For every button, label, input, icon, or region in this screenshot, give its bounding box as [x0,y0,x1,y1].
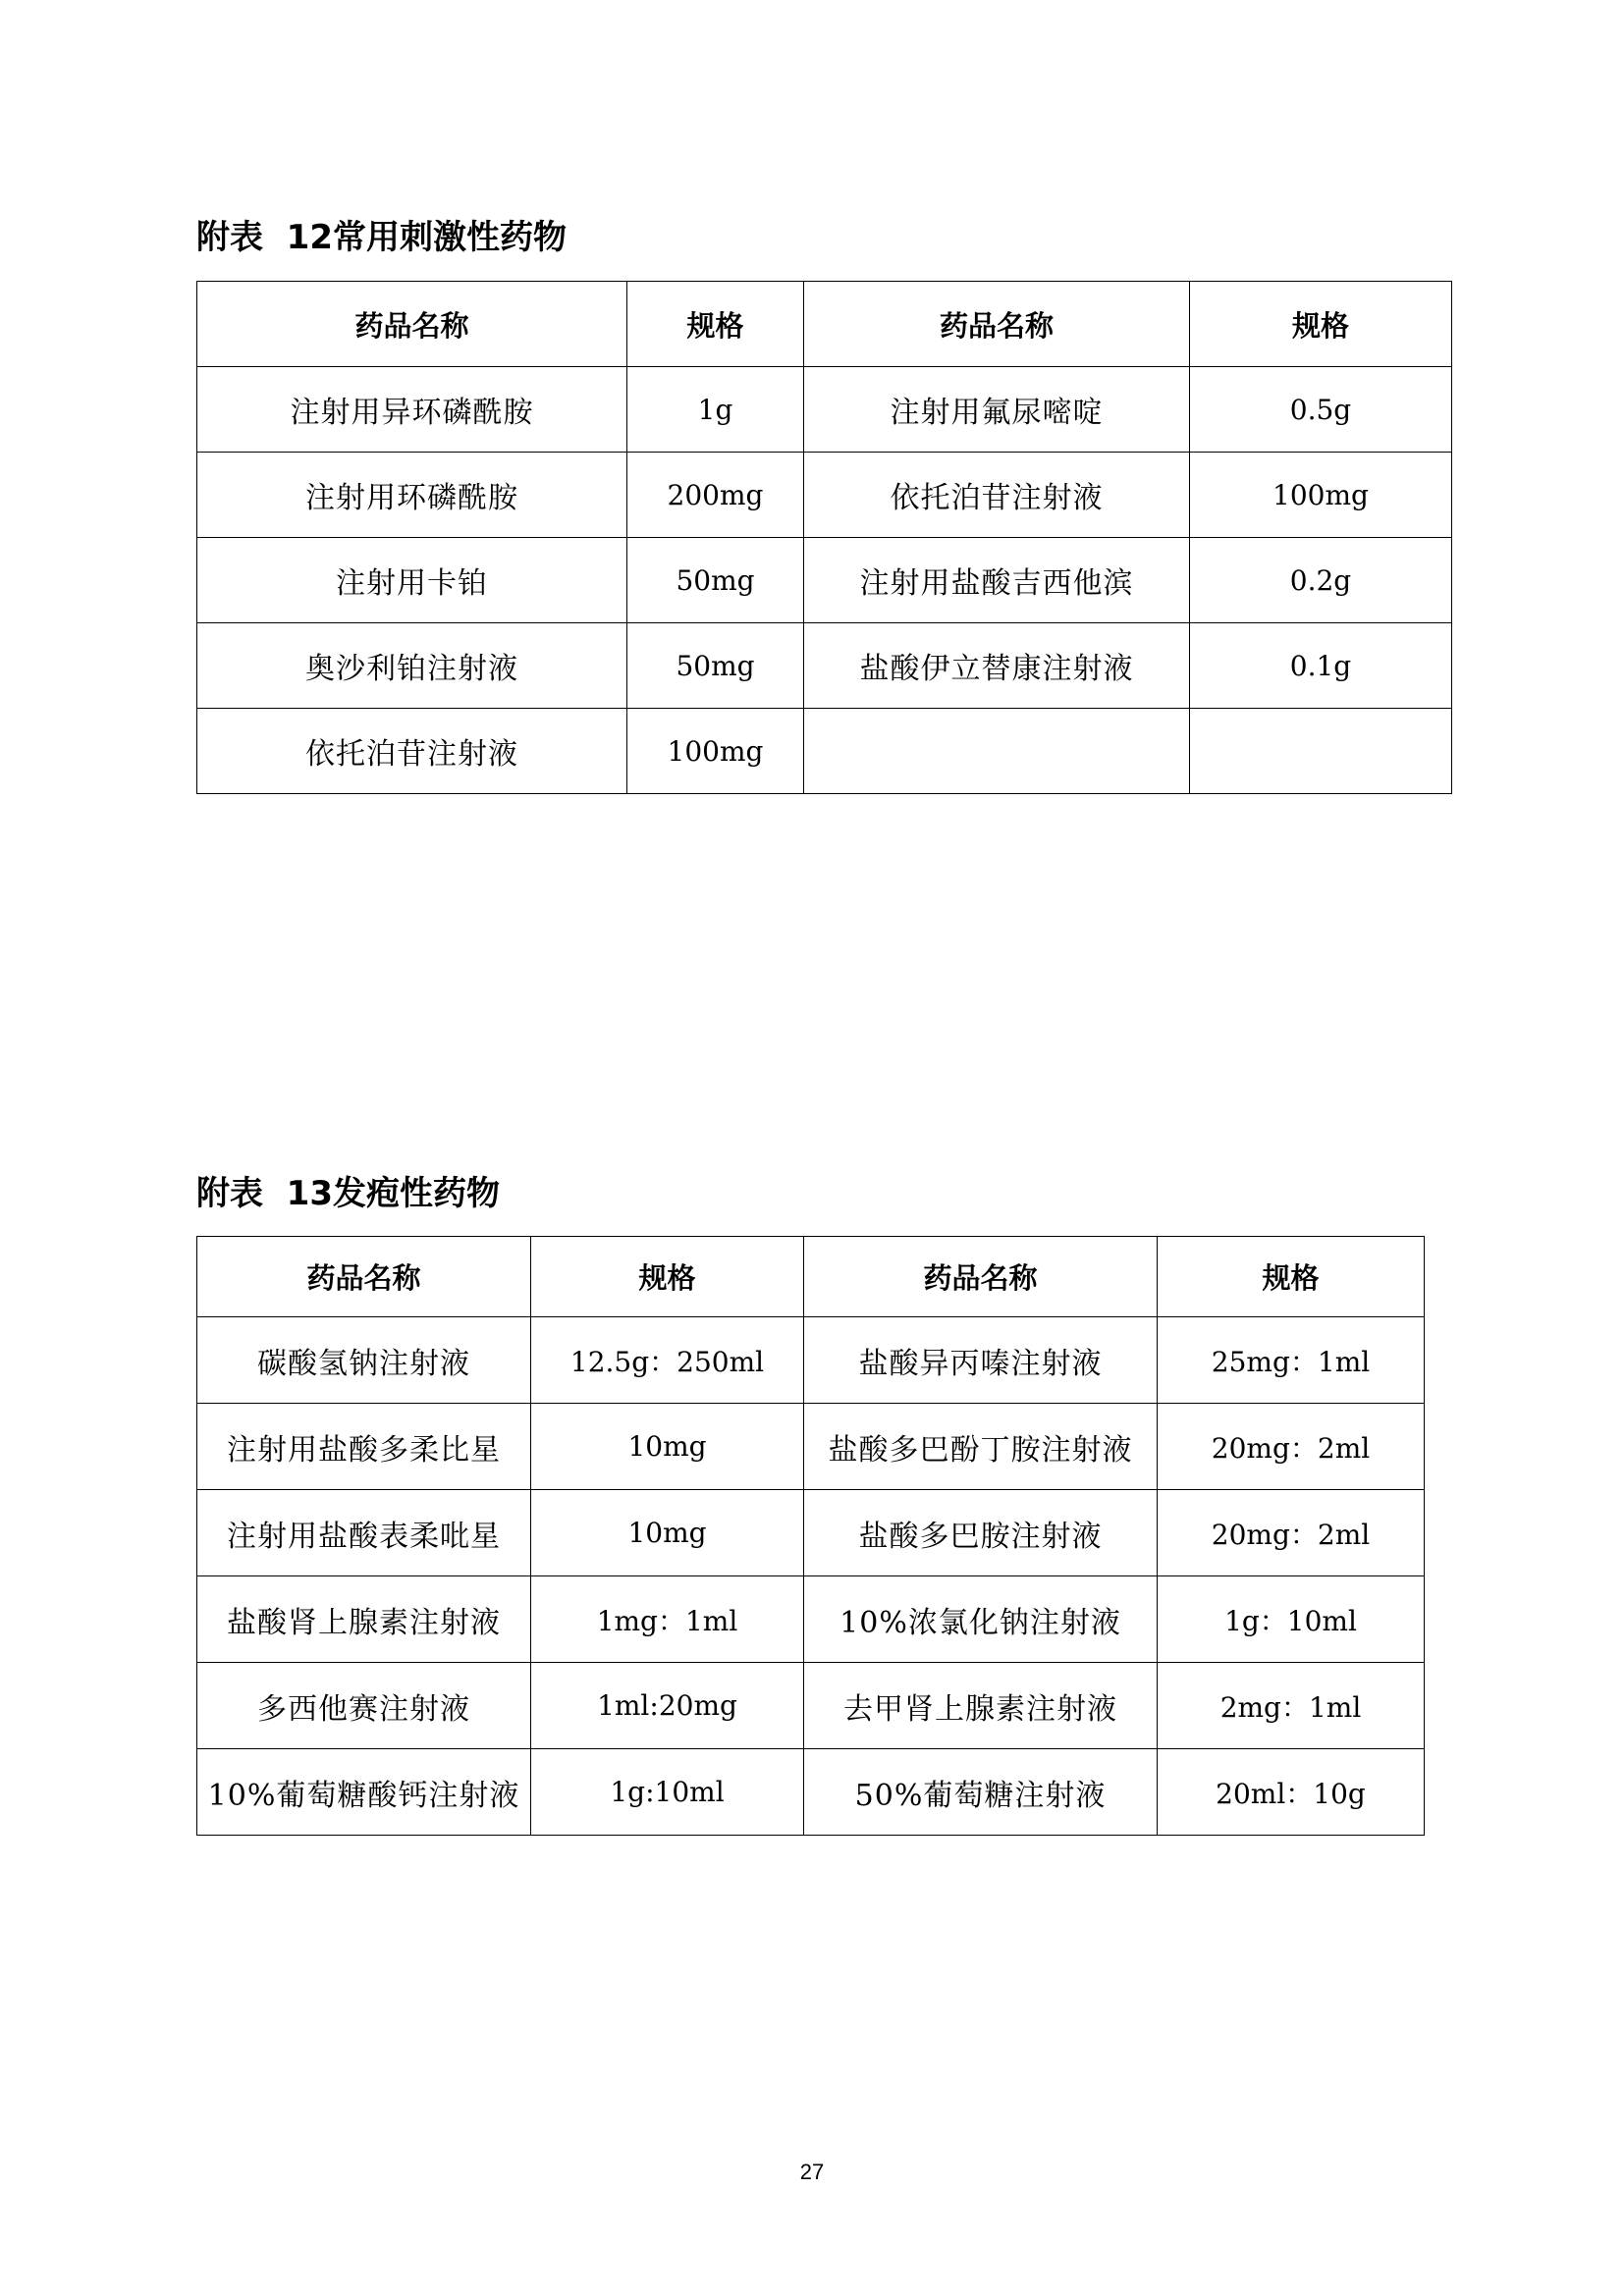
spec-cell: 1g：10ml [1158,1576,1425,1663]
column-header-spec: 规格 [531,1237,804,1317]
drug-name-cell: 注射用卡铂 [197,538,627,623]
column-header-drug-name: 药品名称 [804,282,1190,367]
column-header-spec: 规格 [1158,1237,1425,1317]
table-row [197,367,1452,453]
table-row [197,1404,1425,1490]
drug-name-cell: 盐酸多巴胺注射液 [804,1490,1158,1576]
table-13-title: 附表 13发疱性药物 [196,1174,500,1213]
spec-cell: 25mg：1ml [1158,1317,1425,1404]
column-header-drug-name: 药品名称 [804,1237,1158,1317]
spec-cell: 50mg [627,623,804,709]
table-row [197,453,1452,538]
drug-name-cell: 注射用环磷酰胺 [197,453,627,538]
drug-name-cell: 盐酸异丙嗪注射液 [804,1317,1158,1404]
drug-name-cell [804,709,1190,794]
spec-cell [1190,709,1452,794]
table-row [197,1663,1425,1749]
drug-name-cell: 奥沙利铂注射液 [197,623,627,709]
spec-cell: 200mg [627,453,804,538]
spec-cell: 20mg：2ml [1158,1404,1425,1490]
irritant-drugs-table [196,281,1452,794]
drug-name-cell: 去甲肾上腺素注射液 [804,1663,1158,1749]
drug-name-cell: 50%葡萄糖注射液 [804,1749,1158,1836]
drug-name-cell: 注射用氟尿嘧啶 [804,367,1190,453]
drug-name-cell: 注射用盐酸吉西他滨 [804,538,1190,623]
table-row [197,623,1452,709]
spec-cell: 100mg [627,709,804,794]
spec-cell: 100mg [1190,453,1452,538]
table-row [197,1490,1425,1576]
drug-name-cell: 盐酸伊立替康注射液 [804,623,1190,709]
drug-name-cell: 依托泊苷注射液 [197,709,627,794]
drug-name-cell: 注射用盐酸表柔吡星 [197,1490,531,1576]
drug-name-cell: 多西他赛注射液 [197,1663,531,1749]
drug-name-cell: 盐酸多巴酚丁胺注射液 [804,1404,1158,1490]
spec-cell: 1mg：1ml [531,1576,804,1663]
table-row [197,1749,1425,1836]
drug-name-cell: 注射用异环磷酰胺 [197,367,627,453]
table-row [197,538,1452,623]
spec-cell: 1ml:20mg [531,1663,804,1749]
spec-cell: 50mg [627,538,804,623]
drug-name-cell: 10%葡萄糖酸钙注射液 [197,1749,531,1836]
drug-name-cell: 盐酸肾上腺素注射液 [197,1576,531,1663]
page-number: 27 [799,2160,825,2184]
spec-cell: 0.1g [1190,623,1452,709]
table-header-row [197,282,1452,367]
vesicant-drugs-table [196,1236,1425,1836]
column-header-drug-name: 药品名称 [197,1237,531,1317]
spec-cell: 0.5g [1190,367,1452,453]
drug-name-cell: 碳酸氢钠注射液 [197,1317,531,1404]
spec-cell: 20ml：10g [1158,1749,1425,1836]
spec-cell: 2mg：1ml [1158,1663,1425,1749]
spec-cell: 12.5g：250ml [531,1317,804,1404]
table-row [197,709,1452,794]
column-header-spec: 规格 [627,282,804,367]
table-row [197,1317,1425,1404]
spec-cell: 10mg [531,1490,804,1576]
spec-cell: 0.2g [1190,538,1452,623]
spec-cell: 20mg：2ml [1158,1490,1425,1576]
column-header-drug-name: 药品名称 [197,282,627,367]
table-12-title: 附表 12常用刺激性药物 [196,218,567,257]
spec-cell: 10mg [531,1404,804,1490]
drug-name-cell: 10%浓氯化钠注射液 [804,1576,1158,1663]
drug-name-cell: 注射用盐酸多柔比星 [197,1404,531,1490]
drug-name-cell: 依托泊苷注射液 [804,453,1190,538]
spec-cell: 1g [627,367,804,453]
table-header-row [197,1237,1425,1317]
column-header-spec: 规格 [1190,282,1452,367]
table-row [197,1576,1425,1663]
spec-cell: 1g:10ml [531,1749,804,1836]
